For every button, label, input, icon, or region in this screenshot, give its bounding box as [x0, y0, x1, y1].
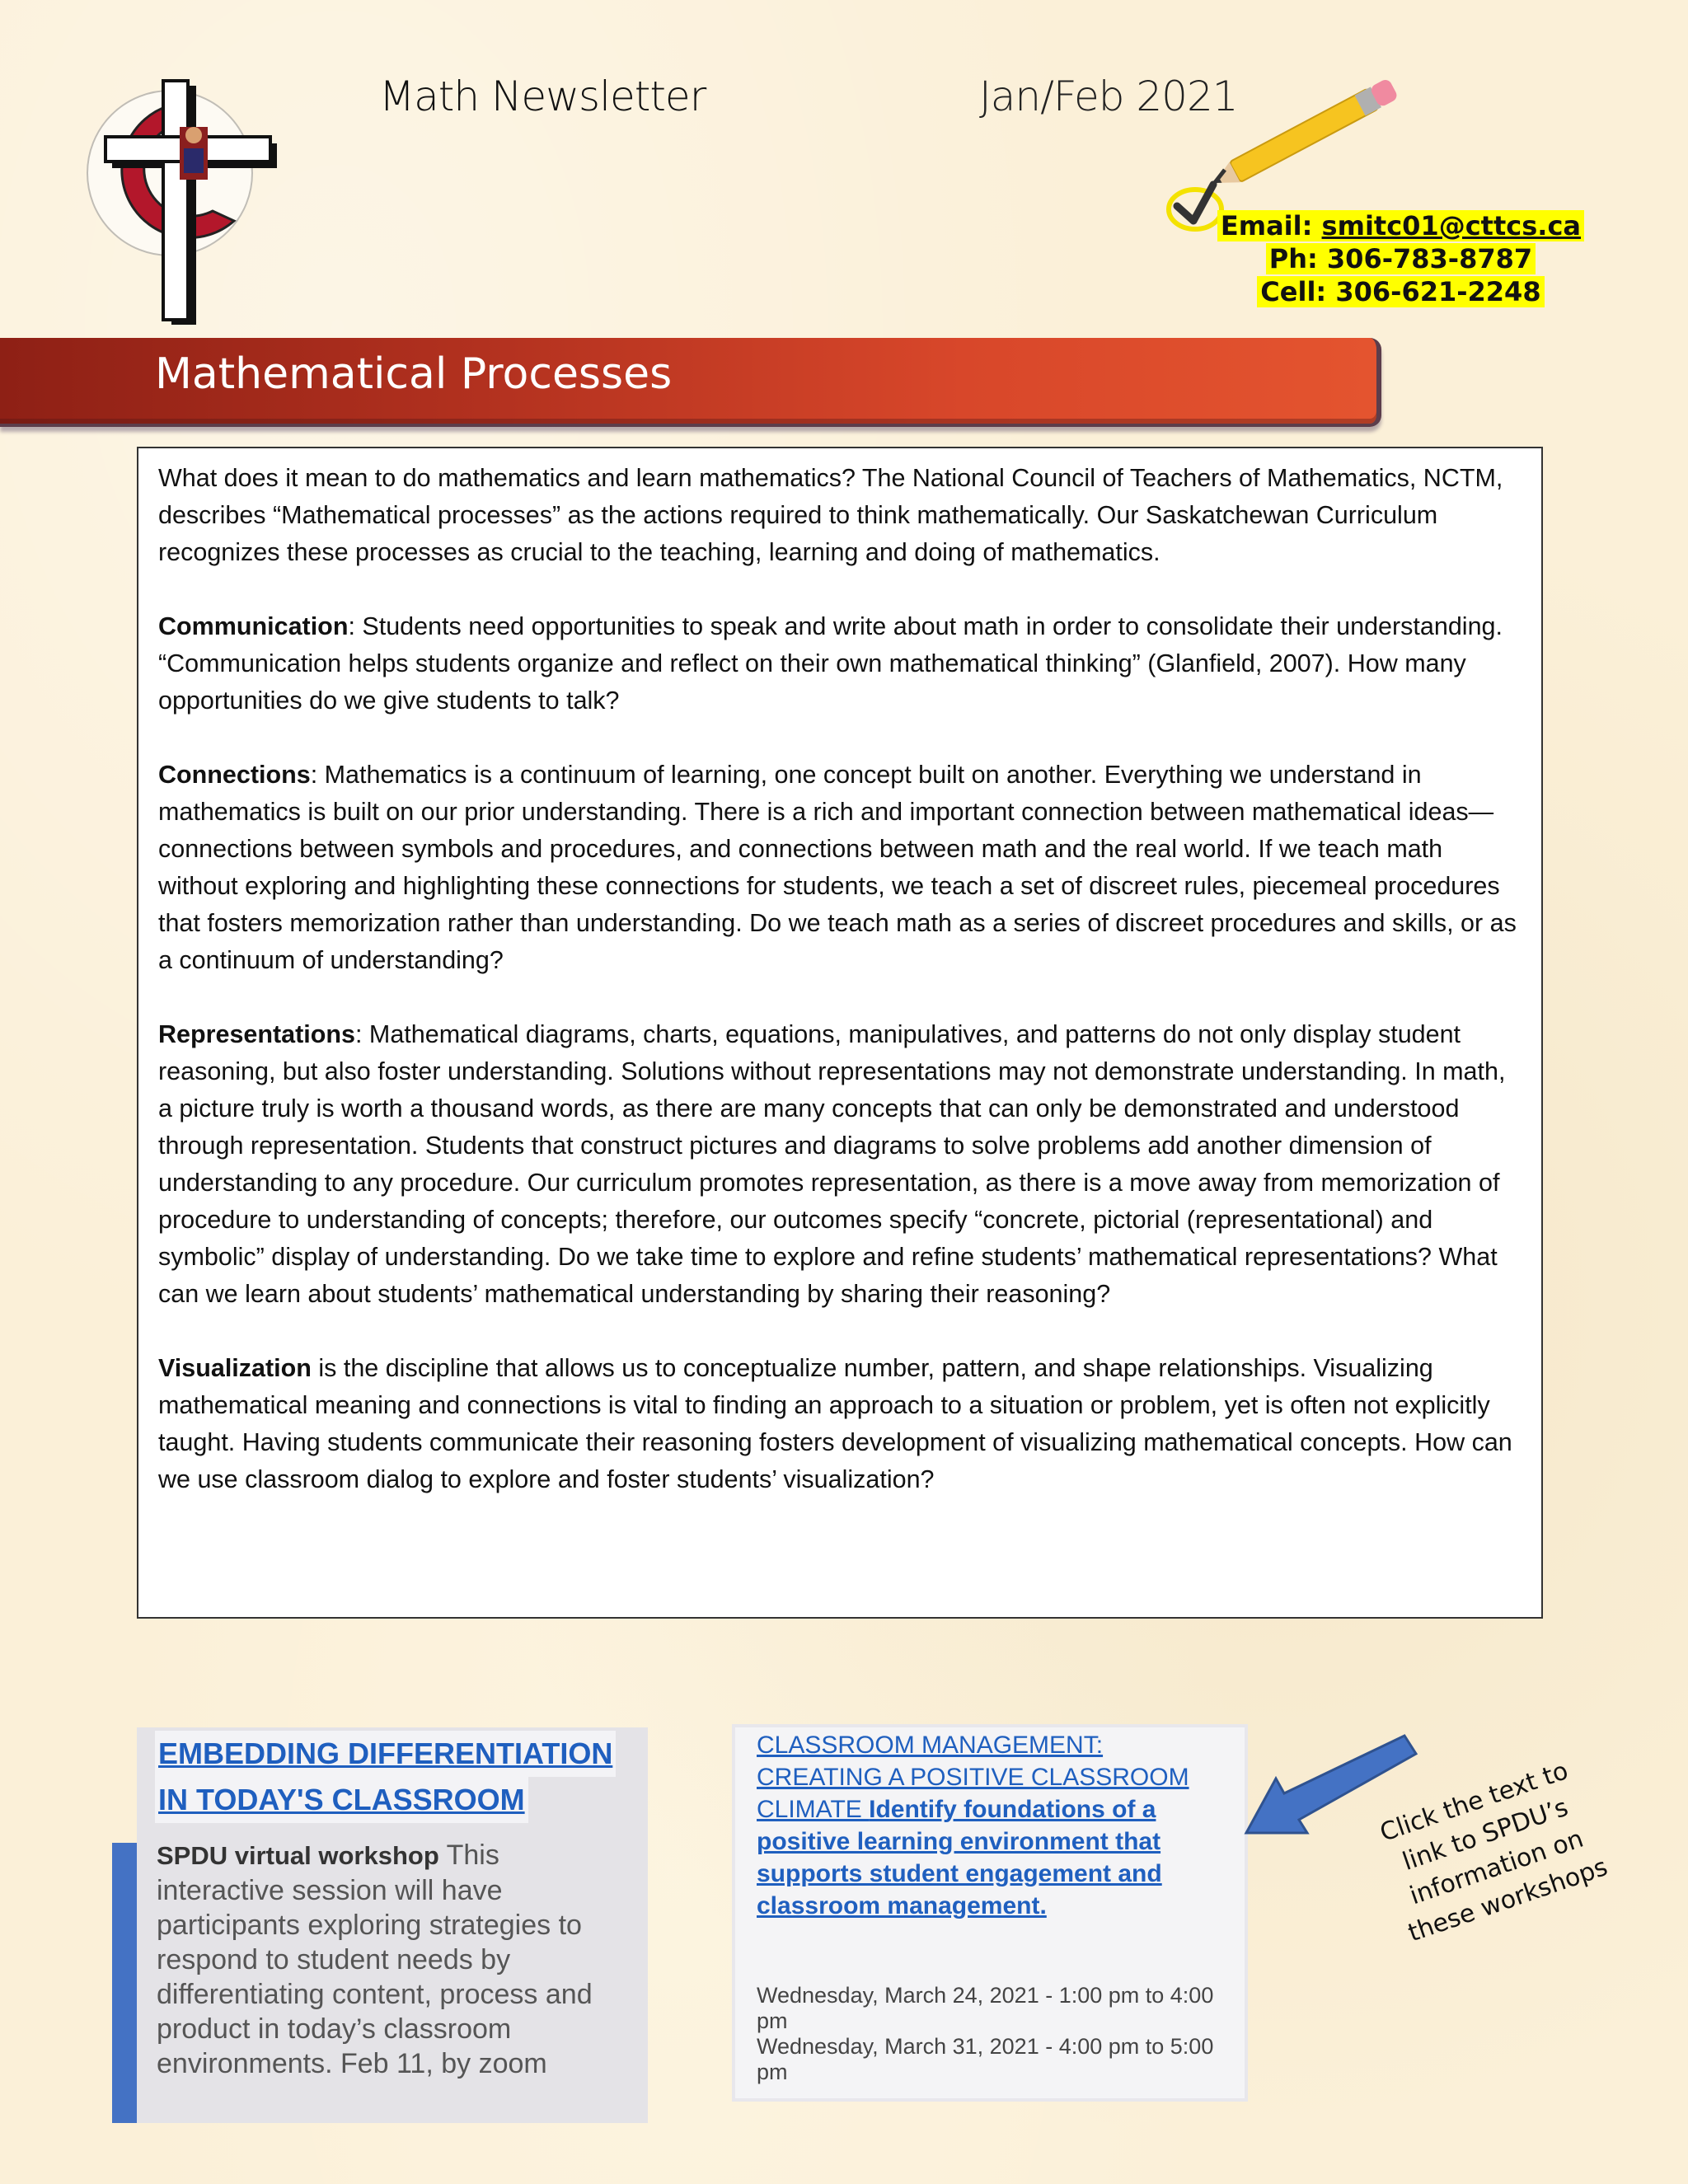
school-logo	[73, 76, 287, 331]
article-intro: What does it mean to do mathematics and learn mathematics? The National Council of Teachers of Mathematics, NCTM, describes “Mathematical processes” as the actions required to think mathematically. Our Saskatchewan Curriculum recognizes these processes as crucial to the teaching, learning and doing of mathematics.	[158, 464, 1503, 566]
phone-number: Ph: 306-783-8787	[1266, 243, 1536, 274]
section-term: Representations	[158, 1020, 355, 1048]
workshop-date: Wednesday, March 24, 2021 - 1:00 pm to 4:00 pm	[757, 1983, 1214, 2033]
section-representations	[158, 1016, 1522, 1313]
workshop-title-line[interactable]: IN TODAY'S CLASSROOM	[155, 1777, 528, 1823]
contact-info	[1217, 209, 1584, 308]
section-term: Connections	[158, 761, 311, 789]
section-text: : Students need opportunities to speak and write about math in order to consolidate their understanding. “Communication helps students organize and reflect on their own mathematical thinking” (Glanfield, 2007). How many opportunities do we give students to talk?	[158, 612, 1503, 715]
workshop-title-line[interactable]: EMBEDDING DIFFERENTIATION	[155, 1731, 616, 1777]
section-visualization	[158, 1350, 1522, 1498]
workshop-description-differentiation	[157, 1838, 618, 2081]
section-title: Mathematical Processes	[155, 349, 673, 399]
workshop-link-classroom-management[interactable]	[757, 1729, 1235, 1922]
section-connections	[158, 757, 1522, 979]
email-link[interactable]: smitc01@cttcs.ca	[1321, 210, 1581, 241]
accent-bar	[112, 1843, 137, 2123]
workshop-date: Wednesday, March 31, 2021 - 4:00 pm to 5:00 pm	[757, 2034, 1214, 2084]
link-note: Click the text to link to SPDU’s information on these workshops	[1376, 1756, 1611, 1948]
section-communication	[158, 608, 1522, 719]
newsletter-date: Jan/Feb 2021	[979, 73, 1238, 120]
section-text: is the discipline that allows us to conceptualize number, pattern, and shape relationships. Visualizing mathematical meaning and connections is vital to finding an approach to a situation or problem, yet is often not explicitly taught. Having students communicate their reasoning fosters development of visualizing mathematical concepts. How can we use classroom dialog to explore and foster students’ visualization?	[158, 1354, 1512, 1493]
section-term: Communication	[158, 612, 349, 640]
workshop-title-differentiation[interactable]	[155, 1731, 631, 1823]
workshop-subtitle[interactable]: Identify foundations of a positive learning environment that supports student engagement and classroom management.	[757, 1796, 1162, 1919]
workshop-body: This interactive session will have participants exploring strategies to respond to student needs by differentiating content, process and product in today’s classroom environments. Feb 11, by zoom	[157, 1840, 593, 2079]
workshop-lead: SPDU virtual workshop	[157, 1841, 439, 1870]
section-text: : Mathematics is a continuum of learning, one concept built on another. Everything we understand in mathematics is built on our prior understanding. There is a rich and important connection between mathematical ideas—connections between symbols and procedures, and connections between math and the real world. If we teach math without exploring and highlighting these connections for students, we teach a set of discreet rules, piecemeal procedures that fosters memorization rather than understanding. Do we teach math as a series of discreet procedures and skills, or as a continuum of understanding?	[158, 761, 1517, 974]
cell-number: Cell: 306-621-2248	[1257, 276, 1544, 307]
section-text: : Mathematical diagrams, charts, equations, manipulatives, and patterns do not only display student reasoning, but also foster understanding. Solutions without representations may not demonstrate understanding. In math, a picture truly is worth a thousand words, as there are many concepts that can only be demonstrated and understood through representation. Students that construct pictures and diagrams to solve problems add another dimension of understanding to any procedure. Our curriculum promotes representation, as there is a move away from memorization of procedure to understanding of concepts; therefore, our outcomes specify “concrete, pictorial (representational) and symbolic” display of understanding. Do we take time to explore and refine students’ mathematical representations? What can we learn about students’ mathematical understanding by sharing their reasoning?	[158, 1020, 1506, 1308]
article-box	[137, 447, 1543, 1619]
newsletter-title: Math Newsletter	[379, 73, 706, 120]
workshop-title[interactable]: CLASSROOM MANAGEMENT: CREATING A POSITIVE CLASSROOM CLIMATE	[757, 1732, 1189, 1823]
section-term: Visualization	[158, 1354, 312, 1382]
workshop-dates	[757, 1983, 1218, 2085]
email-label: Email:	[1220, 210, 1322, 241]
